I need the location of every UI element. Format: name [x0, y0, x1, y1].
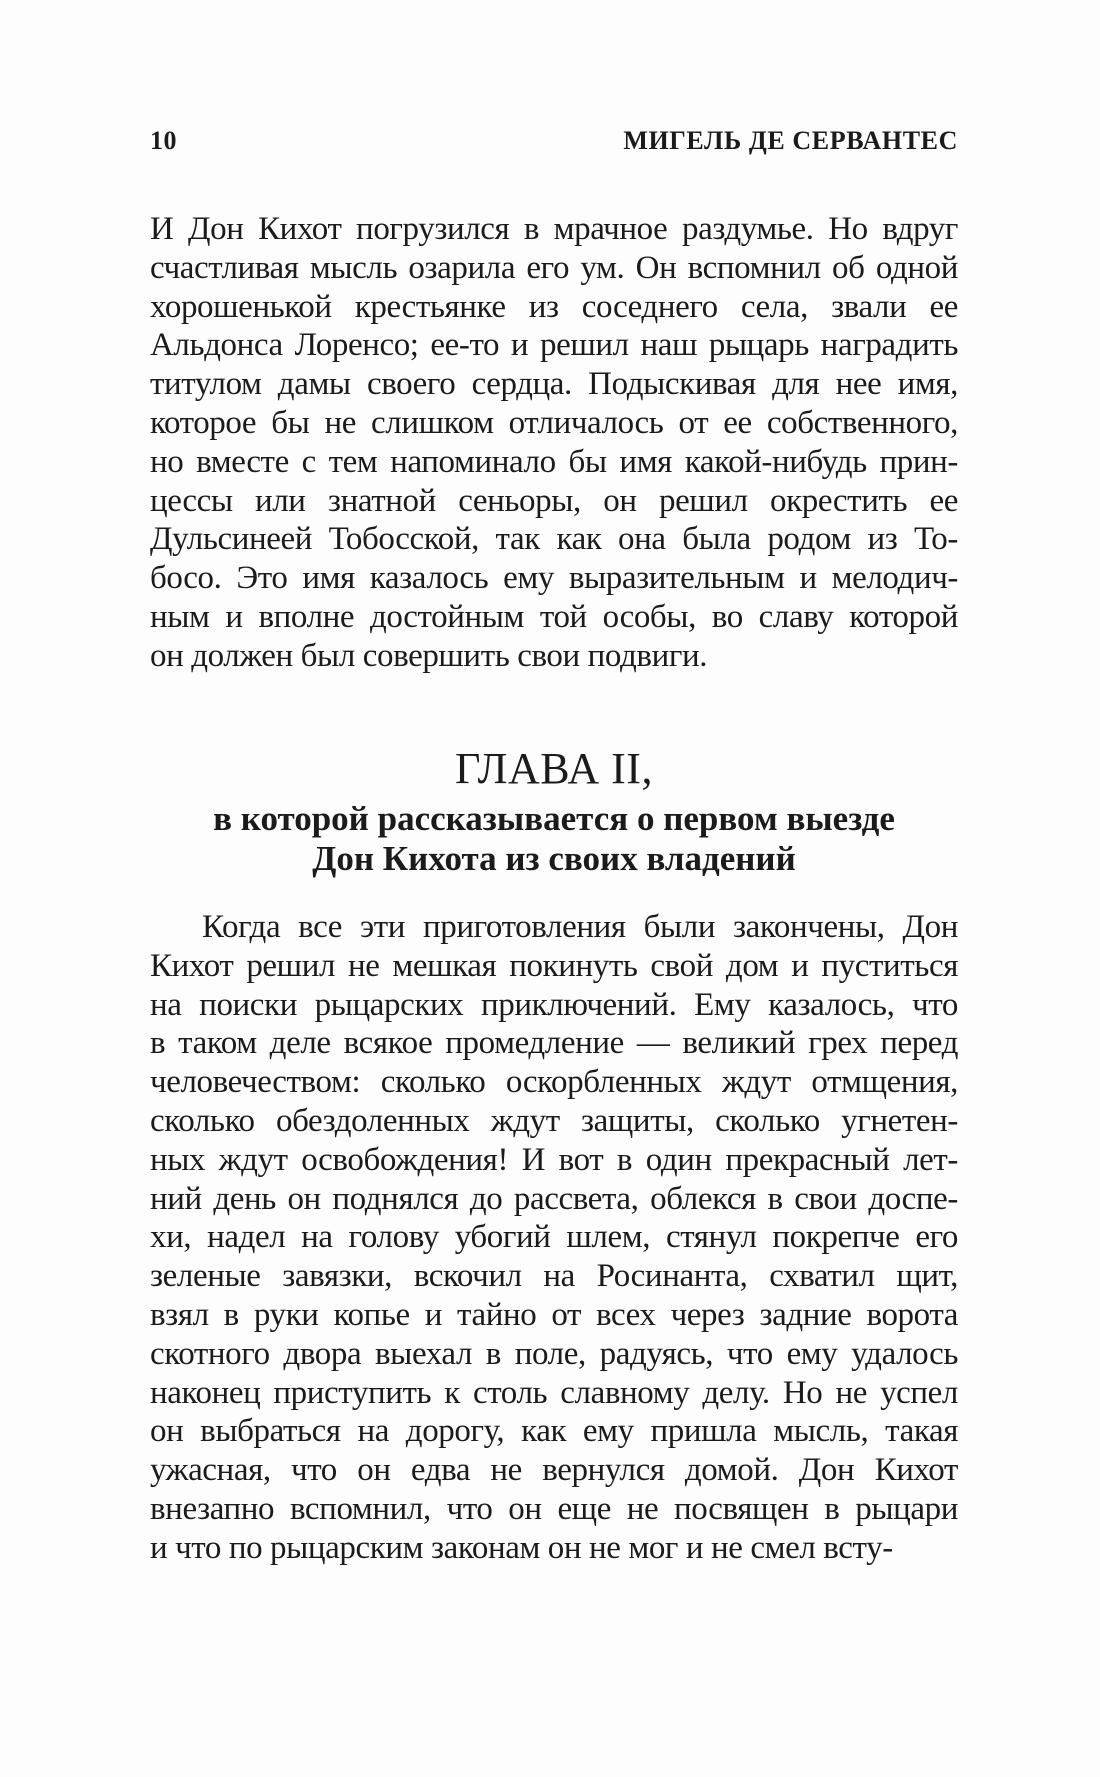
chapter-title: ГЛАВА II,: [455, 744, 653, 793]
page-number: 10: [150, 126, 177, 155]
text-line: И Дон Кихот погрузился в мрачное раздумье. Но вдруг: [150, 211, 958, 247]
chapter-subtitle-line-2: Дон Кихота из своих владений: [312, 839, 796, 878]
running-header: [150, 126, 958, 156]
text-line: внезапно вспомнил, что он еще не посвящен в рыцари: [150, 1490, 958, 1527]
chapter-subtitle-line-1: в которой рассказывается о первом выезде: [213, 799, 895, 838]
text-line: зеленые завязки, вскочил на Росинанта, схватил щит,: [150, 1258, 958, 1295]
text-line: человечеством: сколько оскорбленных ждут отмщения,: [150, 1064, 958, 1101]
text-line: но вместе с тем напоминало бы имя какой-нибудь прин-: [150, 443, 958, 480]
text-line: которое бы не слишком отличалось от ее собственного,: [150, 404, 958, 441]
text-line: и что по рыцарским законам он не мог и не смел всту-: [150, 1529, 893, 1566]
text-line: сколько обездоленных ждут защиты, сколько угнетен-: [150, 1102, 958, 1139]
text-line: наконец приступить к столь славному делу. Но не успел: [150, 1374, 958, 1411]
text-line: на поиски рыцарских приключений. Ему казалось, что: [150, 986, 958, 1023]
text-line: хорошенькой крестьянке из соседнего села, звали ее: [150, 288, 958, 325]
running-head-author: МИГЕЛЬ ДЕ СЕРВАНТЕС: [623, 126, 958, 155]
text-line: Альдонса Лоренсо; ее-то и решил наш рыцарь наградить: [150, 327, 958, 364]
chapter-subtitle: [150, 799, 958, 879]
text-line: цессы или знатной сеньоры, он решил окрестить ее: [150, 482, 958, 519]
text-line: ным и вполне достойным той особы, во славу которой: [150, 598, 958, 635]
text-line: в таком деле всякое промедление — великий грех перед: [150, 1025, 958, 1062]
text-line: счастливая мысль озарила его ум. Он вспомнил об одной: [150, 249, 958, 286]
text-line: босо. Это имя казалось ему выразительным и мелодич-: [150, 560, 958, 597]
text-line: скотного двора выехал в поле, радуясь, что ему удалось: [150, 1335, 958, 1372]
chapter-heading: [150, 744, 958, 879]
text-line: ных ждут освобождения! И вот в один прекрасный лет-: [150, 1141, 958, 1178]
text-line: Дульсинеей Тобосской, так как она была родом из То-: [150, 521, 958, 558]
paragraph-1: [150, 210, 958, 676]
text-line: титулом дамы своего сердца. Подыскивая для нее имя,: [150, 366, 958, 403]
text-line: хи, надел на голову убогий шлем, стянул покрепче его: [150, 1219, 958, 1256]
text-line: он выбраться на дорогу, как ему пришла мысль, такая: [150, 1413, 958, 1450]
text-line: взял в руки копье и тайно от всех через задние ворота: [150, 1296, 958, 1333]
text-line: ний день он поднялся до рассвета, облекся в свои доспе-: [150, 1180, 958, 1217]
text-line: ужасная, что он едва не вернулся домой. Дон Кихот: [150, 1452, 958, 1489]
paragraph-2: [150, 908, 958, 1568]
text-line: он должен был совершить свои подвиги.: [150, 637, 708, 674]
text-line: Кихот решил не мешкая покинуть свой дом и пуститься: [150, 947, 958, 984]
text-line: Когда все эти приготовления были закончены, Дон: [202, 909, 958, 945]
